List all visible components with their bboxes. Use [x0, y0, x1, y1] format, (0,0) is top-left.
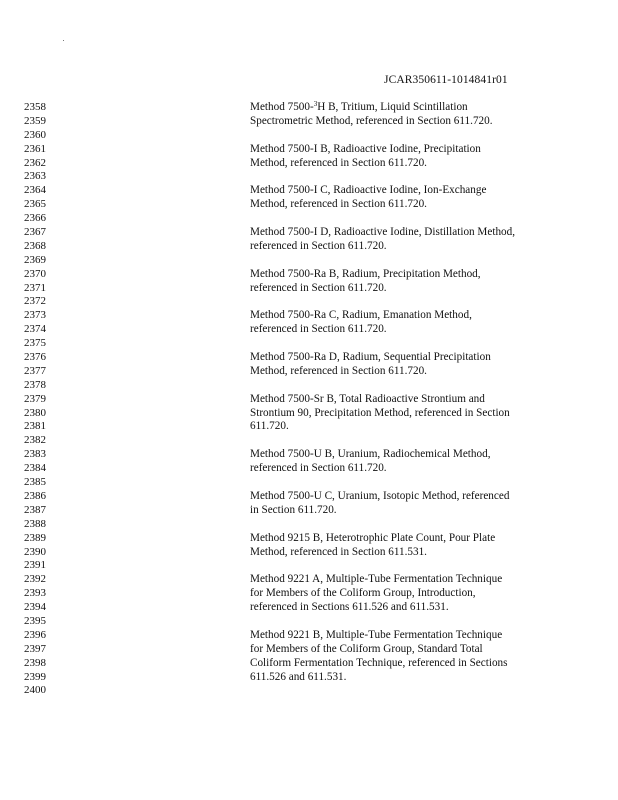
- method-entry-line: for Members of the Coliform Group, Standard Total: [250, 642, 483, 655]
- method-entry-line: Method, referenced in Section 611.720.: [250, 364, 427, 377]
- method-entry-line: Method 7500-I B, Radioactive Iodine, Precipitation: [250, 142, 481, 155]
- line-number: 2372: [24, 295, 46, 308]
- line-number: 2388: [24, 517, 46, 530]
- blank-line: [250, 684, 550, 698]
- blank-line: [250, 518, 550, 532]
- line-number: 2360: [24, 128, 46, 141]
- line-number: 2367: [24, 226, 46, 239]
- line-number: 2373: [24, 309, 46, 322]
- blank-line: [250, 212, 550, 226]
- line-number: 2371: [24, 281, 46, 294]
- method-entry-line: Method 7500-I C, Radioactive Iodine, Ion-Exchange: [250, 184, 487, 197]
- scan-speck: [63, 40, 64, 41]
- entries-column: [250, 101, 550, 698]
- blank-line: [250, 295, 550, 309]
- method-entry-line: Method 9221 A, Multiple-Tube Fermentation Technique: [250, 573, 503, 586]
- line-number: 2389: [24, 531, 46, 544]
- line-number: 2361: [24, 142, 46, 155]
- method-entry-line: [250, 101, 550, 115]
- line-number: 2370: [24, 267, 46, 280]
- method-entry: [250, 393, 550, 435]
- method-entry-line: Method 7500-I D, Radioactive Iodine, Distillation Method,: [250, 226, 516, 239]
- method-entry-line: Method, referenced in Section 611.531.: [250, 545, 427, 558]
- method-entry-line: 611.526 and 611.531.: [250, 670, 347, 683]
- line-number: 2363: [24, 170, 46, 183]
- method-entry-line: referenced in Section 611.720.: [250, 281, 387, 294]
- method-entry-line: Method 7500-U B, Uranium, Radiochemical Method,: [250, 448, 491, 461]
- line-number: 2379: [24, 392, 46, 405]
- text-segment: Method 7500-: [250, 101, 314, 113]
- line-number: 2359: [24, 114, 46, 127]
- line-number: 2394: [24, 601, 46, 614]
- line-number: 2396: [24, 628, 46, 641]
- blank-line: [250, 337, 550, 351]
- line-number: 2378: [24, 378, 46, 391]
- method-entry-line: Method 7500-Ra B, Radium, Precipitation Method,: [250, 267, 481, 280]
- line-number: 2384: [24, 462, 46, 475]
- method-entry-line: referenced in Sections 611.526 and 611.531.: [250, 601, 449, 614]
- document-code-header: JCAR350611-1014841r01: [384, 74, 508, 86]
- method-entry: [250, 351, 550, 379]
- line-number: 2395: [24, 614, 46, 627]
- line-number: 2358: [24, 101, 46, 113]
- line-number: 2386: [24, 489, 46, 502]
- line-number: 2381: [24, 420, 46, 433]
- blank-line: [250, 129, 550, 143]
- line-number: 2365: [24, 198, 46, 211]
- method-entry: [250, 226, 550, 254]
- method-entry-line: Method, referenced in Section 611.720.: [250, 156, 427, 169]
- line-number: 2391: [24, 559, 46, 572]
- method-entry-line: in Section 611.720.: [250, 503, 337, 516]
- method-entry-line: referenced in Section 611.720.: [250, 323, 387, 336]
- line-number: 2392: [24, 573, 46, 586]
- line-number: 2383: [24, 448, 46, 461]
- line-number: 2398: [24, 656, 46, 669]
- line-number: 2390: [24, 545, 46, 558]
- line-number: 2376: [24, 351, 46, 364]
- blank-line: [250, 170, 550, 184]
- method-entry: [250, 101, 550, 129]
- method-entry-line: Method 7500-Ra C, Radium, Emanation Method,: [250, 309, 472, 322]
- line-number: 2366: [24, 212, 46, 225]
- blank-line: [250, 615, 550, 629]
- blank-line: [250, 254, 550, 268]
- blank-line: [250, 559, 550, 573]
- line-number: 2375: [24, 337, 46, 350]
- line-number: 2393: [24, 587, 46, 600]
- method-entry-line: Method 7500-Ra D, Radium, Sequential Precipitation: [250, 351, 491, 364]
- line-number: 2382: [24, 434, 46, 447]
- method-entry-line: Method 7500-Sr B, Total Radioactive Strontium and: [250, 392, 485, 405]
- method-entry: [250, 184, 550, 212]
- method-entry-line: referenced in Section 611.720.: [250, 239, 387, 252]
- line-number: 2399: [24, 670, 46, 683]
- line-number: 2369: [24, 253, 46, 266]
- method-entry-line: Method 9215 B, Heterotrophic Plate Count, Pour Plate: [250, 531, 496, 544]
- line-number: 2362: [24, 156, 46, 169]
- text-segment: H B, Tritium, Liquid Scintillation: [317, 101, 468, 113]
- method-entry: [250, 448, 550, 476]
- blank-line: [250, 379, 550, 393]
- line-number-column: [24, 101, 64, 698]
- line-number: 2387: [24, 503, 46, 516]
- method-entry-line: for Members of the Coliform Group, Introduction,: [250, 587, 476, 600]
- method-entry-line: Method 9221 B, Multiple-Tube Fermentation Technique: [250, 628, 503, 641]
- line-number: 2374: [24, 323, 46, 336]
- method-entry: [250, 143, 550, 171]
- line-number: 2385: [24, 476, 46, 489]
- method-entry-line: Strontium 90, Precipitation Method, referenced in Section: [250, 406, 510, 419]
- line-number: 2380: [24, 406, 46, 419]
- blank-line: [250, 476, 550, 490]
- superscript: 3: [313, 100, 318, 108]
- line-number: 2364: [24, 184, 46, 197]
- method-entry: [250, 309, 550, 337]
- method-entry-line: referenced in Section 611.720.: [250, 462, 387, 475]
- blank-line: [250, 434, 550, 448]
- line-number: 2397: [24, 642, 46, 655]
- method-entry-line: Method 7500-U C, Uranium, Isotopic Method, referenced: [250, 489, 510, 502]
- method-entry: [250, 490, 550, 518]
- method-entry: [250, 268, 550, 296]
- method-entry: [250, 532, 550, 560]
- method-entry: [250, 573, 550, 615]
- method-entry-line: Coliform Fermentation Technique, referenced in Sections: [250, 656, 508, 669]
- line-number: 2400: [24, 684, 46, 697]
- method-entry-line: Spectrometric Method, referenced in Section 611.720.: [250, 114, 493, 127]
- method-entry-line: Method, referenced in Section 611.720.: [250, 198, 427, 211]
- method-entry: [250, 629, 550, 685]
- line-number: 2377: [24, 364, 46, 377]
- method-entry-line: 611.720.: [250, 420, 289, 433]
- line-number: 2368: [24, 239, 46, 252]
